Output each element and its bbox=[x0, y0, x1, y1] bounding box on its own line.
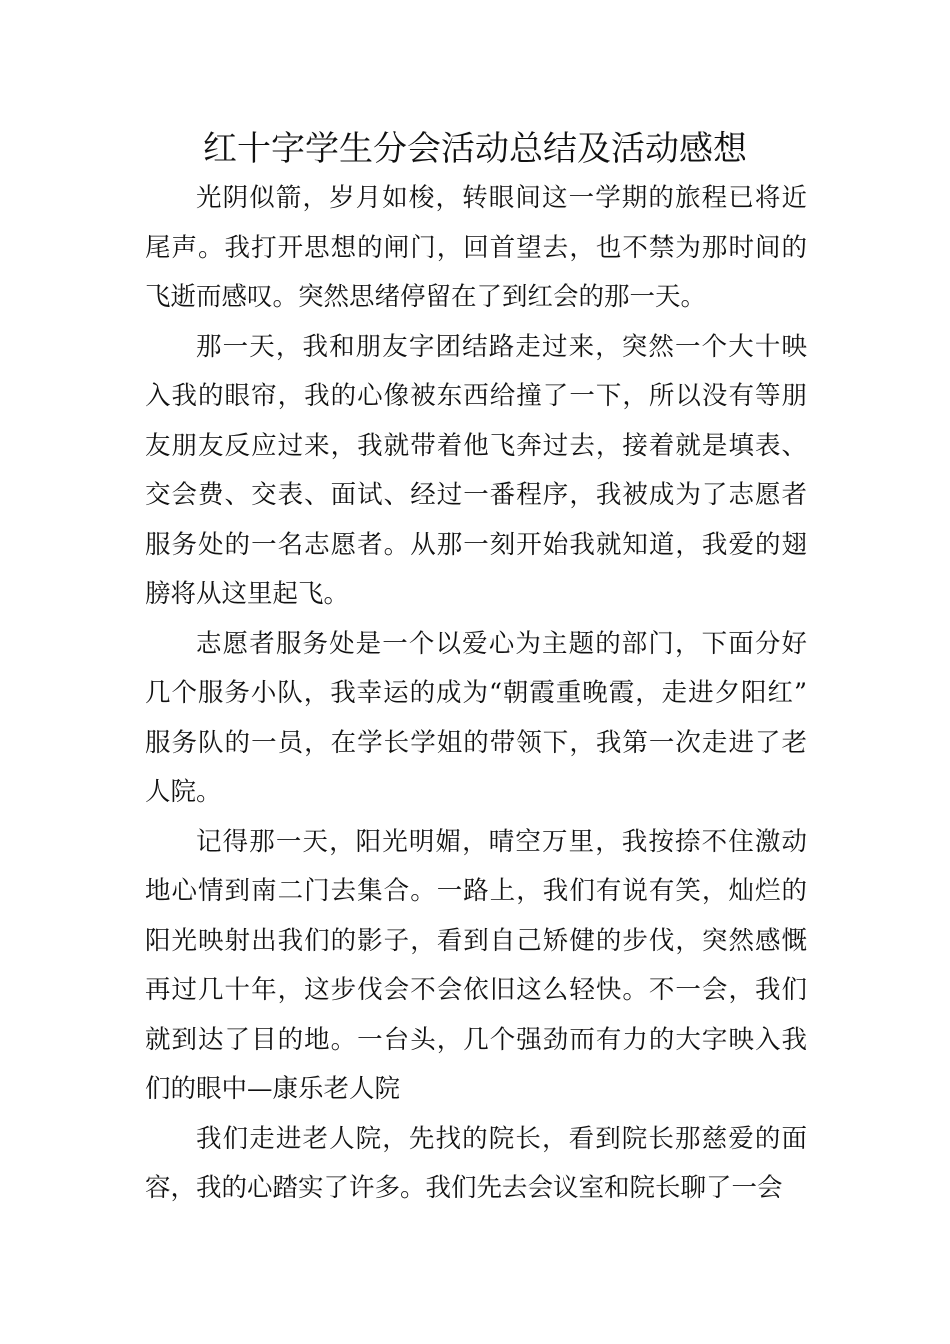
paragraph-5: 我们走进老人院，先找的院长，看到院长那慈爱的面容，我的心踏实了许多。我们先去会议室和院长聊了一会 bbox=[145, 1123, 807, 1203]
paragraph-4: 记得那一天，阳光明媚，晴空万里，我按捺不住激动地心情到南二门去集合。一路上，我们有说有笑，灿烂的阳光映射出我们的影子，看到自己矫健的步伐，突然感慨再过几十年，这步伐会不会依旧这么轻快。不一会，我们就到达了目的地。一台头，几个强劲而有力的大字映入我们的眼中—康乐老人院 bbox=[145, 826, 807, 1104]
paragraph-3: 志愿者服务处是一个以爱心为主题的部门，下面分好几个服务小队，我幸运的成为“朝霞重晚霞，走进夕阳红”服务队的一员，在学长学姐的带领下，我第一次走进了老人院。 bbox=[145, 628, 807, 807]
document-body bbox=[145, 174, 807, 1214]
paragraph-1: 光阴似箭，岁月如梭，转眼间这一学期的旅程已将近尾声。我打开思想的闸门，回首望去，也不禁为那时间的飞逝而感叹。突然思绪停留在了到红会的那一天。 bbox=[145, 183, 807, 312]
paragraph-2: 那一天，我和朋友字团结路走过来，突然一个大十映入我的眼帘，我的心像被东西给撞了一下，所以没有等朋友朋友反应过来，我就带着他飞奔过去，接着就是填表、交会费、交表、面试、经过一番程序，我被成为了志愿者服务处的一名志愿者。从那一刻开始我就知道，我爱的翅膀将从这里起飞。 bbox=[145, 331, 807, 609]
document-title: 红十字学生分会活动总结及活动感想 bbox=[203, 129, 747, 169]
